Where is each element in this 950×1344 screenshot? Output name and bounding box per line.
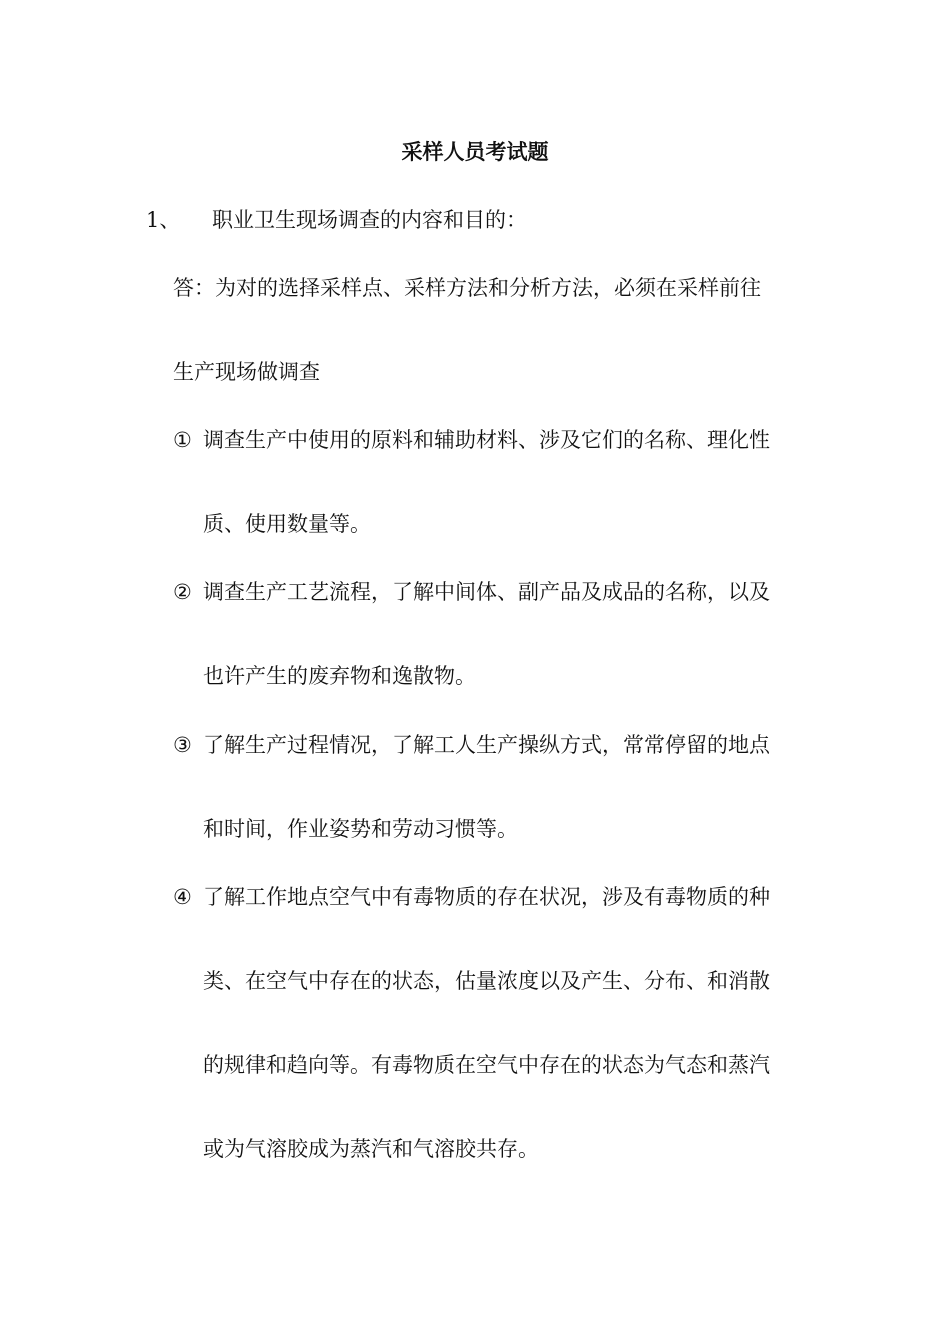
- item-4-line-3: 的规律和趋向等。有毒物质在空气中存在的状态为气态和蒸汽: [203, 1053, 770, 1077]
- item-3-line-1: 了解生产过程情况，了解工人生产操纵方式，常常停留的地点: [203, 733, 770, 757]
- question-text: 职业卫生现场调查的内容和目的：: [212, 208, 527, 232]
- item-1-line-2: 质、使用数量等。: [203, 512, 371, 536]
- answer-line-2: 生产现场做调查: [173, 360, 320, 384]
- item-marker-2: ②: [173, 580, 192, 604]
- item-4-line-1: 了解工作地点空气中有毒物质的存在状况，涉及有毒物质的种: [203, 885, 770, 909]
- item-4-line-4: 或为气溶胶成为蒸汽和气溶胶共存。: [203, 1137, 539, 1161]
- page-title: 采样人员考试题: [401, 139, 549, 164]
- item-4-line-2: 类、在空气中存在的状态，估量浓度以及产生、分布、和消散: [203, 969, 770, 993]
- item-marker-4: ④: [173, 885, 192, 909]
- item-2-line-2: 也许产生的废弃物和逸散物。: [203, 664, 476, 688]
- item-1-line-1: 调查生产中使用的原料和辅助材料、涉及它们的名称、理化性: [203, 428, 770, 452]
- item-marker-3: ③: [173, 733, 192, 757]
- item-marker-1: ①: [173, 428, 192, 452]
- item-2-line-1: 调查生产工艺流程，了解中间体、副产品及成品的名称，以及: [203, 580, 770, 604]
- item-3-line-2: 和时间，作业姿势和劳动习惯等。: [203, 817, 518, 841]
- question-number: 1、: [146, 208, 181, 232]
- answer-line-1: 答：为对的选择采样点、采样方法和分析方法，必须在采样前往: [173, 276, 761, 300]
